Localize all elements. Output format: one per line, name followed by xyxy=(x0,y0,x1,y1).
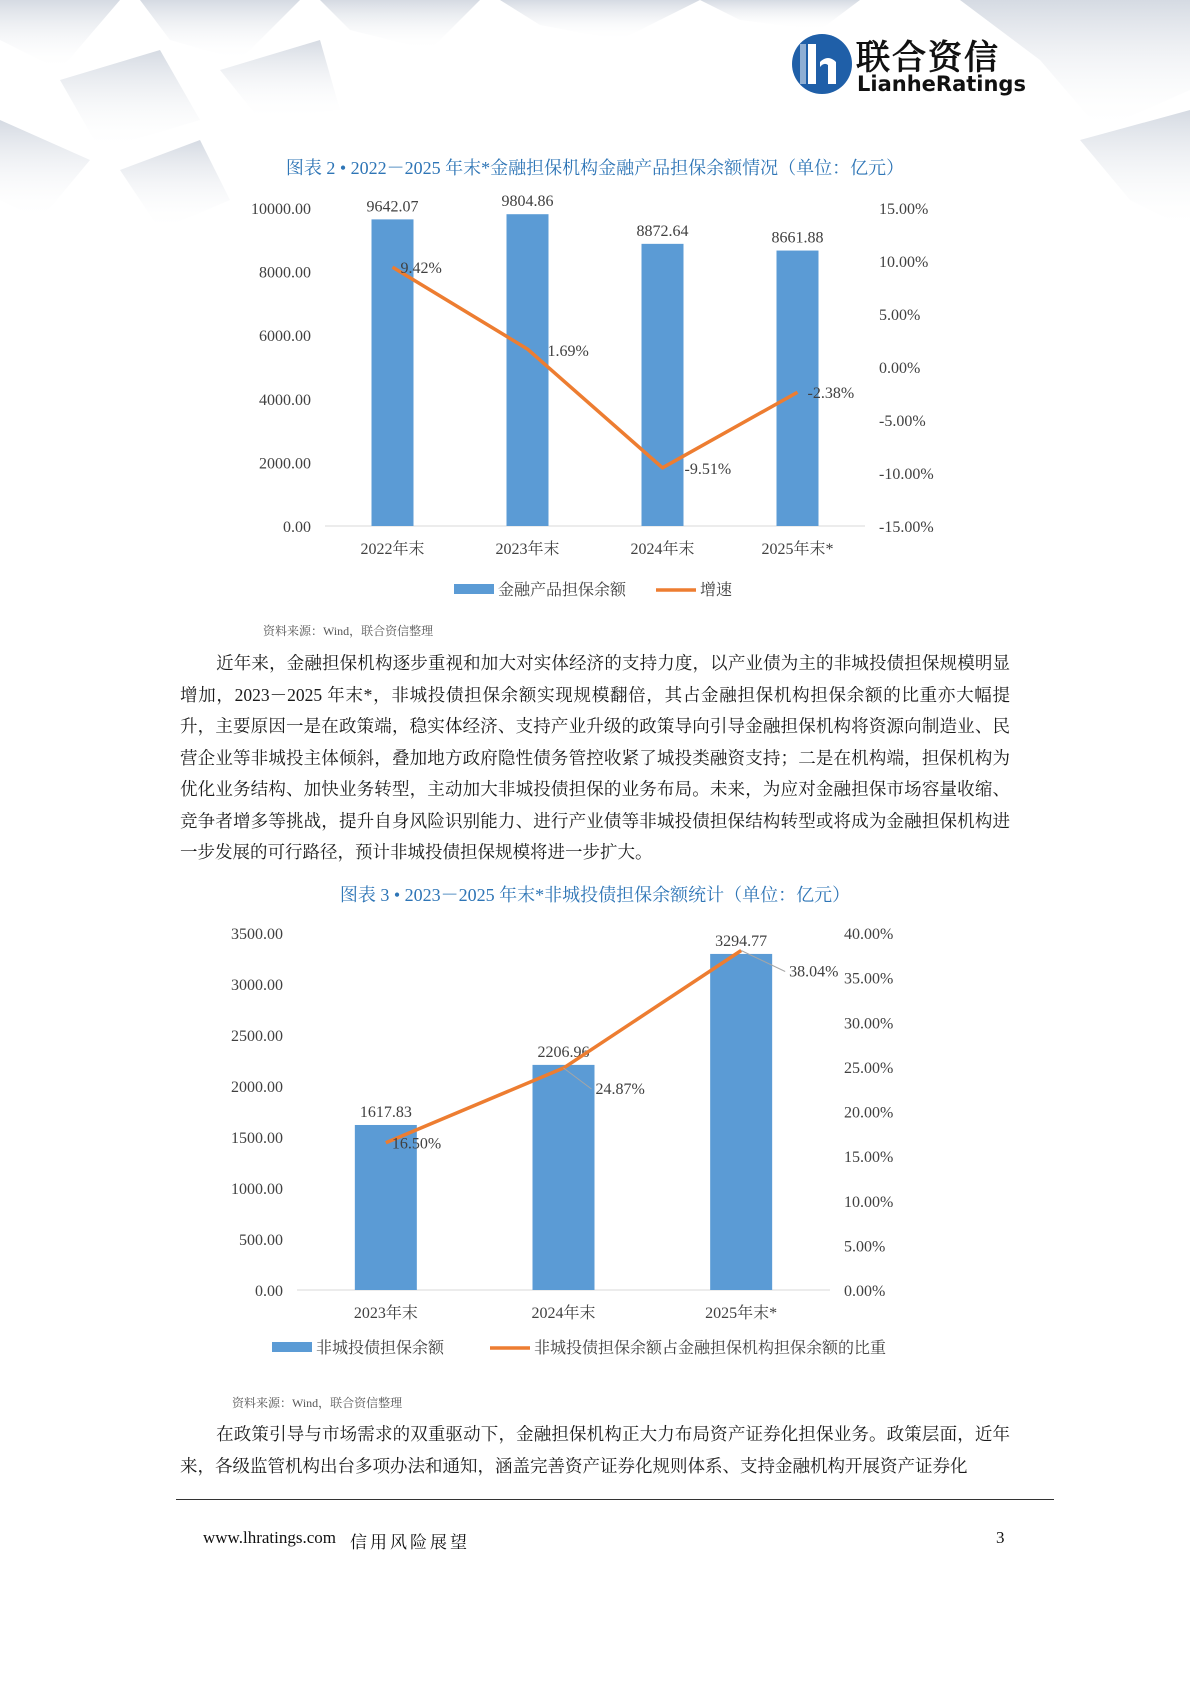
bar xyxy=(710,954,772,1290)
y-right-tick-label: 5.00% xyxy=(844,1238,886,1256)
bar xyxy=(533,1065,595,1290)
y-right-tick-label: 0.00% xyxy=(844,1283,886,1300)
paragraph-1-text: 近年来，金融担保机构逐步重视和加大对实体经济的支持力度，以产业债为主的非城投债担保规模明显增加，2023－2025 年末*，非城投债担保余额实现规模翻倍，其占金融担保机构担保余额的比重亦大幅提升，主要原因一是在政策端，稳实体经济、支持产业升级的政策导向引导金融担保机构将资源向制造业、民营企业等非城投主体倾斜，叠加地方政府隐性债务管控收紧了城投类融资支持；二是在机构端，担保机构为优化业务结构、加快业务转型，主动加大非城投债担保的业务布局。未来，为应对金融担保市场容量收缩、竞争者增多等挑战，提升自身风险识别能力、进行产业债等非城投债担保结构转型或将成为金融担保机构进一步发展的可行路径，预计非城投债担保规模将进一步扩大。 xyxy=(180,653,1010,862)
legend-line-label: 非城投债担保余额占金融担保机构担保余额的比重 xyxy=(534,1340,887,1357)
bar-data-label: 1617.83 xyxy=(359,1103,412,1121)
bar-data-label: 8661.88 xyxy=(771,229,824,247)
figure3-title: 图表 3 • 2023－2025 年末*非城投债担保余额统计（单位：亿元） xyxy=(339,885,851,905)
footer-divider xyxy=(176,1499,1054,1500)
bar-data-label: 8872.64 xyxy=(636,222,689,240)
y-right-tick-label: 15.00% xyxy=(844,1149,894,1167)
y-right-tick-label: -10.00% xyxy=(879,466,934,483)
figure2-source: 资料来源：Wind，联合资信整理 xyxy=(263,624,434,638)
y-right-tick-label: 10.00% xyxy=(879,254,929,271)
logo-text-en: LianheRatings xyxy=(857,72,1026,96)
figure2-title: 图表 2 • 2022－2025 年末*金融担保机构金融产品担保余额情况（单位：亿元） xyxy=(285,158,905,178)
y-left-tick-label: 1000.00 xyxy=(231,1181,283,1198)
y-right-tick-label: 25.00% xyxy=(844,1059,894,1077)
bar-data-label: 2206.96 xyxy=(537,1043,590,1061)
body-paragraph-1 xyxy=(180,648,1010,869)
y-right-tick-label: 10.00% xyxy=(844,1193,894,1211)
y-left-tick-label: 2500.00 xyxy=(231,1028,283,1045)
legend-bar-label: 非城投债担保余额 xyxy=(316,1340,445,1357)
y-left-tick-label: 2000.00 xyxy=(259,455,311,473)
line-series xyxy=(393,267,798,468)
figure3-source: 资料来源：Wind，联合资信整理 xyxy=(232,1396,403,1410)
line-data-label: -2.38% xyxy=(807,385,855,403)
y-right-tick-label: -5.00% xyxy=(879,413,926,430)
bar-data-label: 3294.77 xyxy=(715,932,768,950)
x-tick-label: 2023年末 xyxy=(353,1305,418,1322)
bar-data-label: 9804.86 xyxy=(501,193,554,211)
y-right-tick-label: 30.00% xyxy=(844,1015,894,1033)
x-tick-label: 2024年末 xyxy=(531,1305,596,1322)
y-left-tick-label: 8000.00 xyxy=(259,264,311,282)
paragraph-2-text: 在政策引导与市场需求的双重驱动下，金融担保机构正大力布局资产证券化担保业务。政策层面，近年来，各级监管机构出台多项办法和通知，涵盖完善资产证券化规则体系、支持金融机构开展资产证券化 xyxy=(180,1424,1010,1476)
logo-mark-icon xyxy=(790,32,854,96)
y-right-tick-label: -15.00% xyxy=(879,519,934,536)
footer-page-number: 3 xyxy=(996,1528,1005,1547)
x-tick-label: 2022年末 xyxy=(360,541,425,558)
company-logo xyxy=(790,30,1026,102)
x-tick-label: 2025年末* xyxy=(761,541,834,558)
x-tick-label: 2025年末* xyxy=(705,1305,778,1322)
legend-bar-label: 金融产品担保余额 xyxy=(498,582,627,599)
y-right-tick-label: 5.00% xyxy=(879,307,921,324)
y-left-tick-label: 4000.00 xyxy=(259,391,311,409)
y-left-tick-label: 10000.00 xyxy=(251,201,311,218)
figure2-chart xyxy=(230,188,960,608)
figure3-chart xyxy=(200,915,980,1365)
x-tick-label: 2023年末 xyxy=(495,541,560,558)
y-right-tick-label: 0.00% xyxy=(879,360,921,377)
body-paragraph-2 xyxy=(180,1419,1010,1482)
y-right-tick-label: 40.00% xyxy=(844,926,894,943)
legend-bar-swatch xyxy=(272,1342,312,1352)
x-tick-label: 2024年末 xyxy=(630,541,695,558)
y-left-tick-label: 3500.00 xyxy=(231,926,283,943)
bar xyxy=(507,214,549,526)
y-right-tick-label: 20.00% xyxy=(844,1104,894,1122)
bar-data-label: 9642.07 xyxy=(366,198,419,216)
y-left-tick-label: 0.00 xyxy=(283,519,311,536)
legend-line-label: 增速 xyxy=(700,582,733,599)
footer-publication-name: 信用风险展望 xyxy=(350,1533,470,1552)
y-right-tick-label: 15.00% xyxy=(879,201,929,218)
legend-bar-swatch xyxy=(454,584,494,594)
line-data-label: 16.50% xyxy=(391,1135,442,1153)
bar xyxy=(642,244,684,526)
footer-website-link[interactable]: www.lhratings.com xyxy=(203,1528,336,1547)
y-left-tick-label: 3000.00 xyxy=(231,977,283,994)
line-data-label: 1.69% xyxy=(547,343,589,361)
y-right-tick-label: 35.00% xyxy=(844,970,894,988)
line-data-label: 38.04% xyxy=(789,963,839,981)
y-left-tick-label: 500.00 xyxy=(239,1232,283,1249)
line-data-label: 9.42% xyxy=(400,260,442,278)
logo-text-cn: 联合资信 xyxy=(856,38,1000,78)
line-data-label: 24.87% xyxy=(595,1081,645,1099)
y-left-tick-label: 0.00 xyxy=(255,1283,283,1300)
y-left-tick-label: 2000.00 xyxy=(231,1079,283,1096)
y-left-tick-label: 1500.00 xyxy=(231,1130,283,1147)
y-left-tick-label: 6000.00 xyxy=(259,328,311,346)
line-data-label: -9.51% xyxy=(684,460,732,478)
